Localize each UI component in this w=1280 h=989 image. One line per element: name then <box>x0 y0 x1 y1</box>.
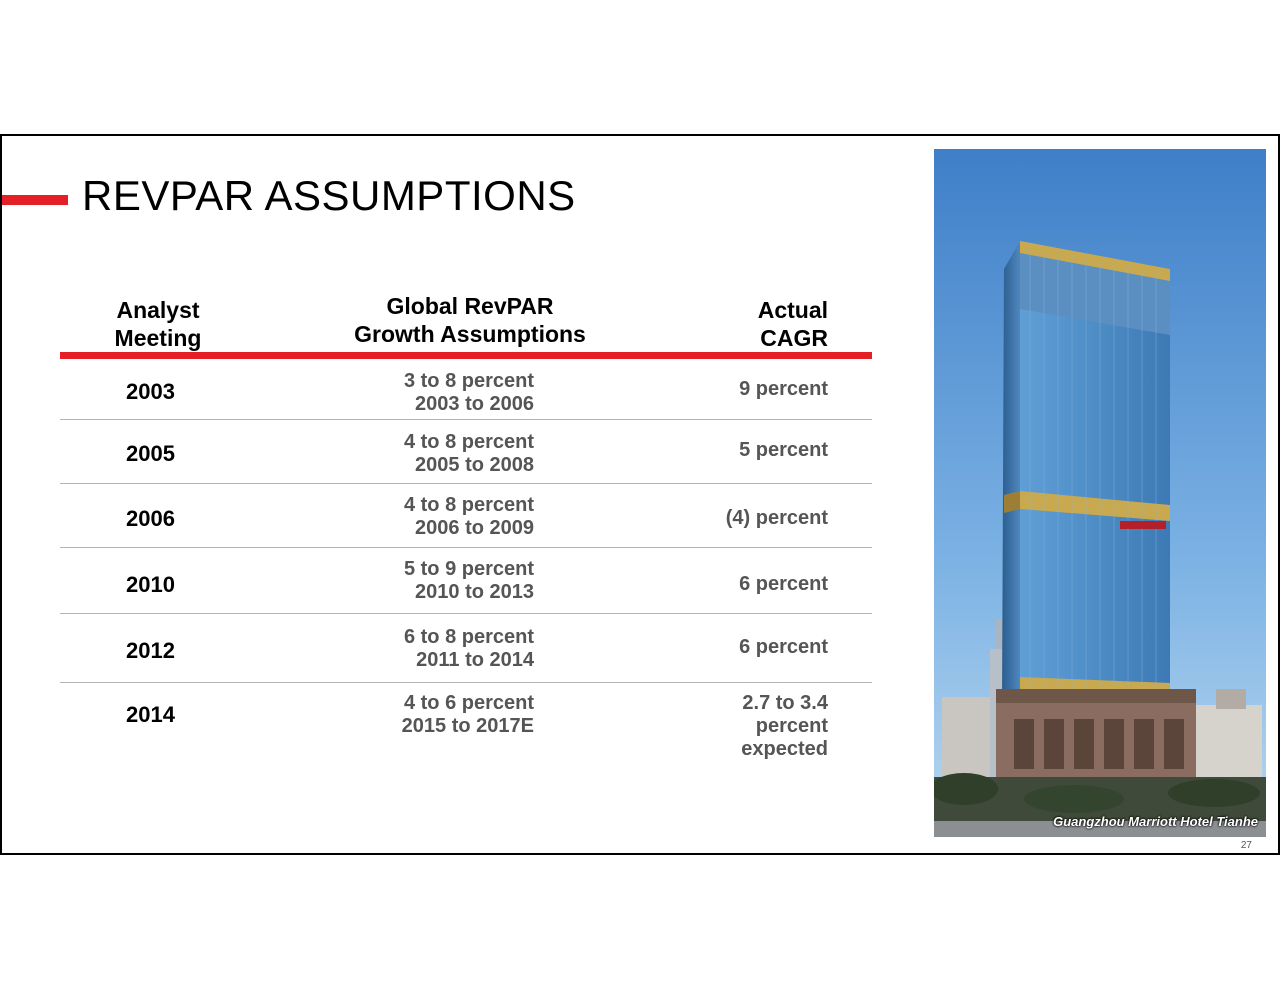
growth-period-text: 2015 to 2017E <box>401 715 534 737</box>
row-actual-cagr: (4) percent <box>725 507 828 529</box>
header-actual-cagr: Actual CAGR <box>757 297 828 351</box>
growth-range-text: 3 to 8 percent <box>403 370 534 392</box>
title-accent-bar <box>2 195 68 205</box>
growth-period-text: 2006 to 2009 <box>415 517 534 539</box>
photo-caption: Guangzhou Marriott Hotel Tianhe <box>1053 814 1258 829</box>
slide-title: REVPAR ASSUMPTIONS <box>82 172 576 219</box>
growth-range-text: 4 to 6 percent <box>403 692 534 714</box>
hotel-tower-photo <box>934 149 1266 837</box>
row-divider <box>60 547 872 548</box>
page-number: 27 <box>1240 840 1252 851</box>
header-growth-assumptions: Global RevPAR Growth Assumptions <box>354 293 586 347</box>
row-divider <box>60 483 872 484</box>
growth-range-text: 6 to 8 percent <box>403 626 534 648</box>
growth-range-text: 5 to 9 percent <box>403 558 534 580</box>
row-divider <box>60 613 872 614</box>
row-growth-range <box>332 370 534 416</box>
row-year: 2012 <box>126 638 175 663</box>
row-growth-range <box>332 431 534 477</box>
growth-range-text: 4 to 8 percent <box>403 494 534 516</box>
row-growth-range <box>332 494 534 540</box>
row-divider <box>60 682 872 683</box>
header-analyst-meeting: Analyst Meeting <box>114 297 202 351</box>
growth-period-text: 2011 to 2014 <box>416 649 534 671</box>
slide <box>0 134 1280 855</box>
header-divider <box>60 352 872 359</box>
hotel-tower-illustration <box>934 149 1266 837</box>
row-year: 2003 <box>126 379 175 404</box>
row-year: 2005 <box>126 441 175 466</box>
row-divider <box>60 419 872 420</box>
row-year: 2006 <box>126 506 175 531</box>
row-year: 2010 <box>126 572 175 597</box>
row-actual-cagr: 5 percent <box>739 439 828 461</box>
growth-period-text: 2003 to 2006 <box>415 393 534 415</box>
row-growth-range <box>332 692 534 738</box>
row-actual-cagr: 2.7 to 3.4 percent expected <box>741 692 828 760</box>
row-year: 2014 <box>126 702 175 727</box>
row-growth-range <box>332 626 534 672</box>
row-growth-range <box>332 558 534 604</box>
growth-period-text: 2005 to 2008 <box>415 454 534 476</box>
row-actual-cagr: 9 percent <box>739 378 828 400</box>
row-actual-cagr: 6 percent <box>739 636 828 658</box>
row-actual-cagr: 6 percent <box>739 573 828 595</box>
growth-period-text: 2010 to 2013 <box>415 581 534 603</box>
growth-range-text: 4 to 8 percent <box>403 431 534 453</box>
